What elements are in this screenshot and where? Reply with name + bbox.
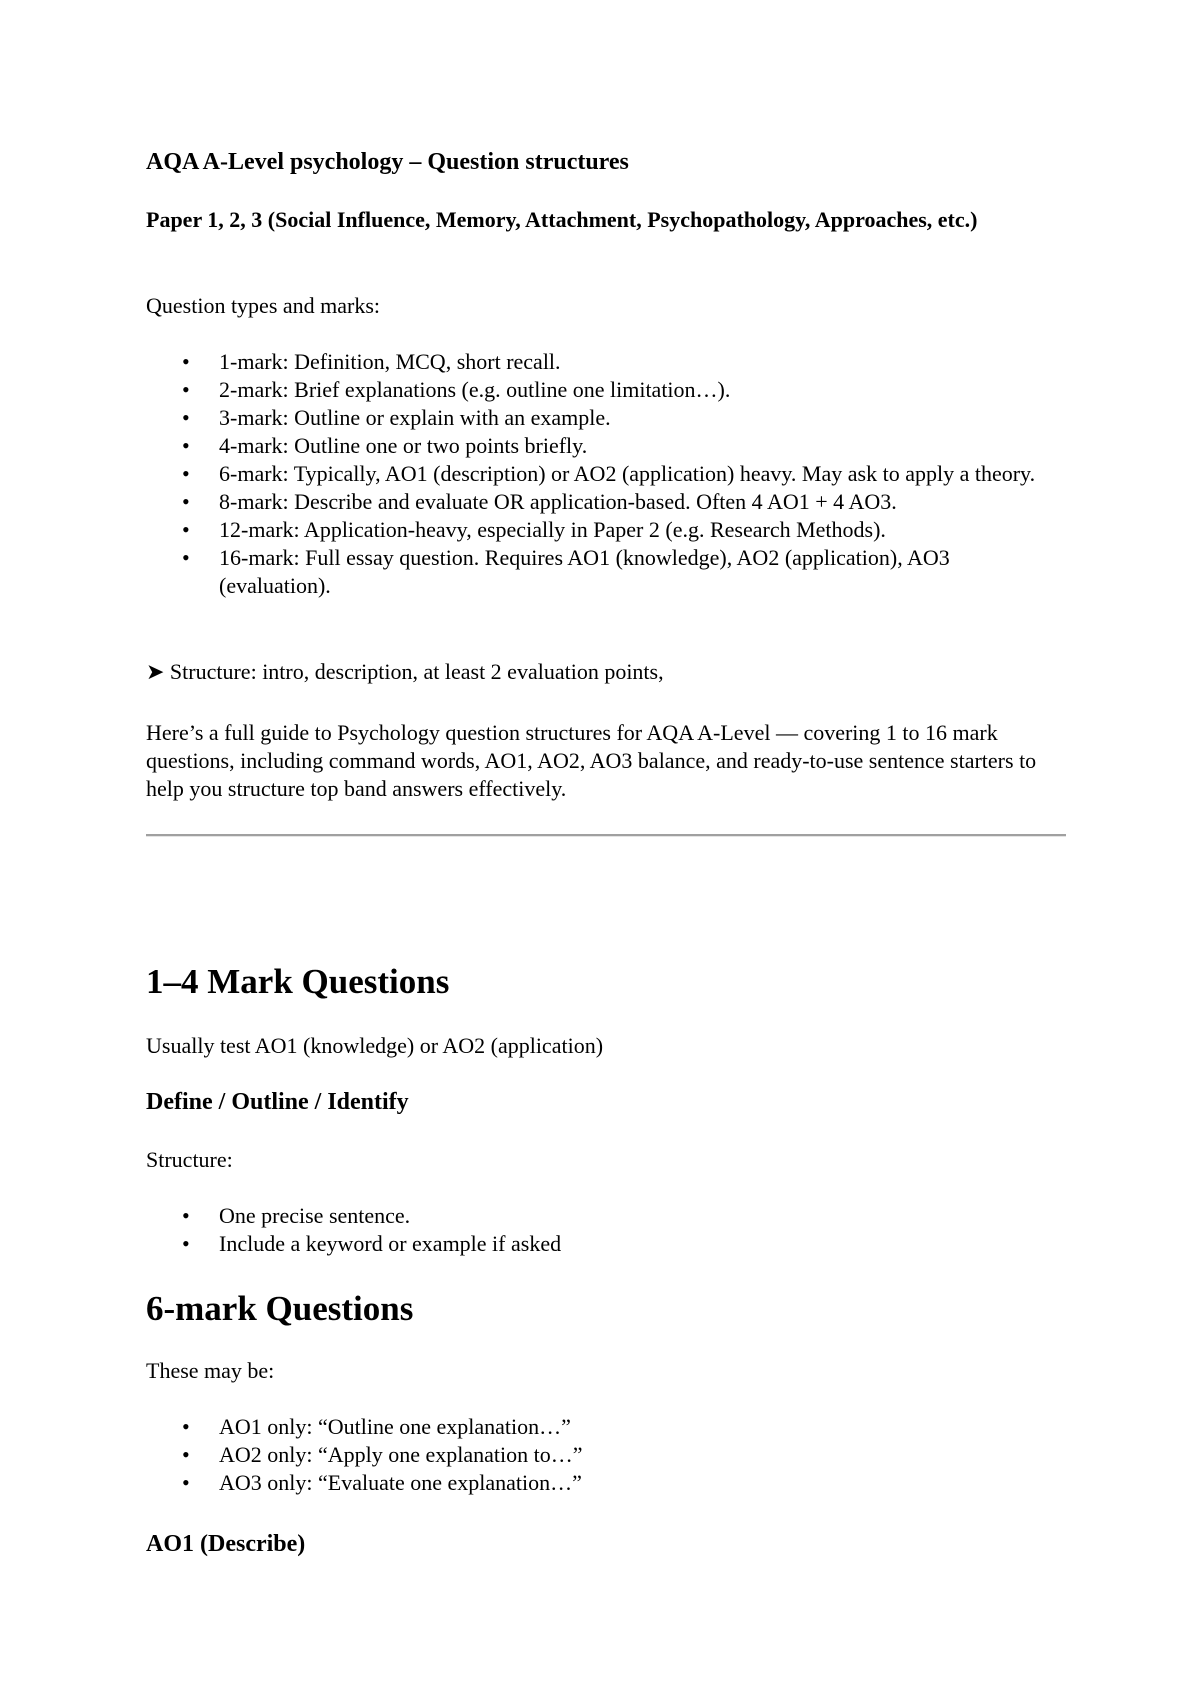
list-item: • AO3 only: “Evaluate one explanation…” (182, 1470, 582, 1495)
list-item: • 8-mark: Describe and evaluate OR application-based. Often 4 AO1 + 4 AO3. (182, 489, 897, 514)
list-item: • 1-mark: Definition, MCQ, short recall. (182, 349, 561, 374)
bullet-icon: • (182, 1231, 190, 1256)
horizontal-divider (146, 834, 1066, 837)
bullet-icon: • (182, 1470, 190, 1495)
structure-label: Structure: (146, 1147, 233, 1172)
list-item: • 2-mark: Brief explanations (e.g. outline one limitation…). (182, 377, 731, 402)
section-heading-1-4-mark: 1–4 Mark Questions (146, 962, 450, 1001)
bullet-icon: • (182, 545, 190, 570)
section-1-4-intro: Usually test AO1 (knowledge) or AO2 (application) (146, 1033, 604, 1058)
bullet-icon: • (182, 517, 190, 542)
question-types-list (146, 348, 1066, 600)
ao1-describe-heading: AO1 (Describe) (146, 1531, 306, 1557)
bullet-icon: • (182, 405, 190, 430)
paper-heading: Paper 1, 2, 3 (Social Influence, Memory, Attachment, Psychopathology, Approaches, etc.) (146, 207, 978, 232)
list-item: • AO2 only: “Apply one explanation to…” (182, 1442, 583, 1467)
list-item: • AO1 only: “Outline one explanation…” (182, 1414, 571, 1439)
six-mark-types-list (146, 1413, 1066, 1497)
list-item: • 3-mark: Outline or explain with an example. (182, 405, 611, 430)
bullet-icon: • (182, 489, 190, 514)
bullet-icon: • (182, 1442, 190, 1467)
section-heading-6-mark: 6-mark Questions (146, 1289, 414, 1328)
list-item: • 12-mark: Application-heavy, especially in Paper 2 (e.g. Research Methods). (182, 517, 886, 542)
question-types-intro: Question types and marks: (146, 293, 381, 318)
bullet-icon: • (182, 1203, 190, 1228)
structure-note: ➤ Structure: intro, description, at least 2 evaluation points, (146, 659, 664, 684)
bullet-icon: • (182, 461, 190, 486)
bullet-icon: • (182, 433, 190, 458)
document-title: AQA A-Level psychology – Question structures (146, 149, 629, 175)
list-item: • 4-mark: Outline one or two points briefly. (182, 433, 588, 458)
define-outline-identify-heading: Define / Outline / Identify (146, 1089, 409, 1115)
bullet-icon: • (182, 349, 190, 374)
list-item: • One precise sentence. (182, 1203, 411, 1228)
list-item: • 6-mark: Typically, AO1 (description) or AO2 (application) heavy. May ask to apply a theory. (182, 461, 1036, 486)
bullet-icon: • (182, 377, 190, 402)
section-6-intro: These may be: (146, 1358, 275, 1383)
guide-paragraph: Here’s a full guide to Psychology question structures for AQA A-Level — covering 1 to 16 mark questions, including command words, AO1, AO2, AO3 balance, and ready-to-use sentence starters to help you structure top band answers effectively. (146, 720, 1037, 801)
list-item: • 16-mark: Full essay question. Requires AO1 (knowledge), AO2 (application), AO3 (evaluation). (182, 545, 950, 598)
structure-list (146, 1202, 1066, 1258)
bullet-icon: • (182, 1414, 190, 1439)
list-item: • Include a keyword or example if asked (182, 1231, 562, 1256)
